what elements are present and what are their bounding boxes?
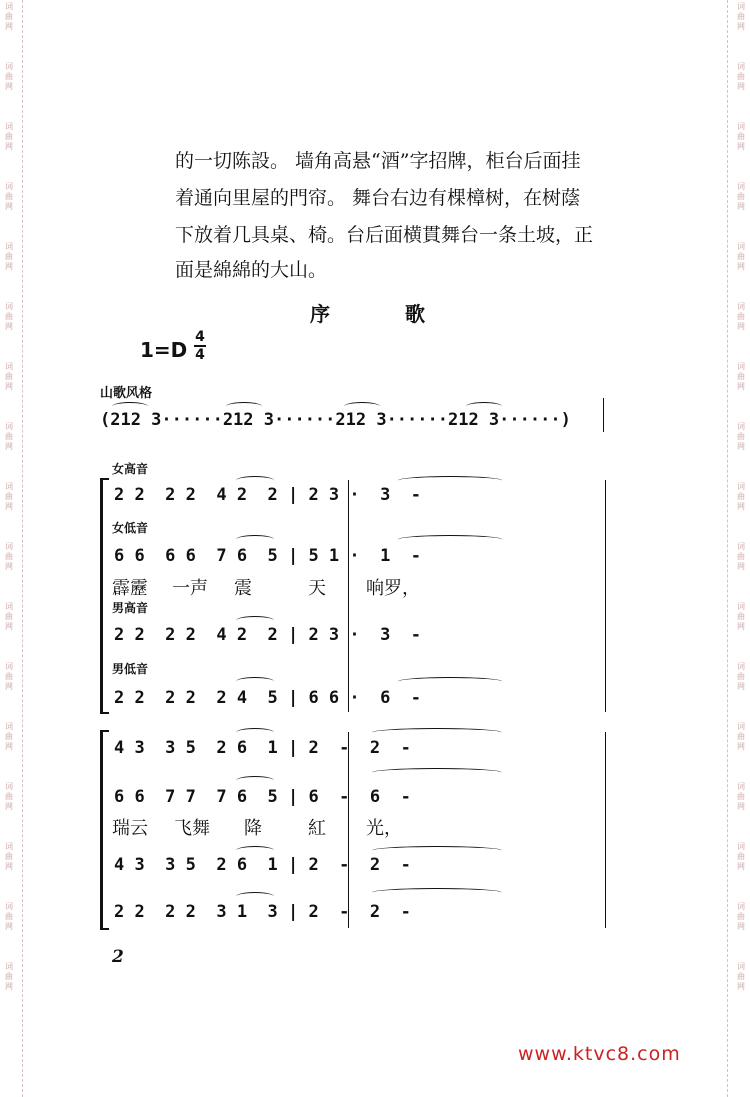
side-watermark-mark: 词 曲 网 <box>5 482 13 511</box>
side-watermark-mark: 词 曲 网 <box>737 542 745 571</box>
slur-b2-b <box>372 888 502 897</box>
part-label-tenor-1: 男高音 <box>112 601 149 615</box>
side-watermark-mark: 词 曲 网 <box>5 422 13 451</box>
slur-b1-a <box>236 677 274 686</box>
intro-slur-1 <box>112 402 148 411</box>
side-watermark-mark: 词 曲 网 <box>737 962 745 991</box>
lyric-word: 飞舞 <box>174 818 210 839</box>
side-watermark-mark: 词 曲 网 <box>5 542 13 571</box>
slur-t1-a <box>236 616 274 625</box>
slur-s1-a <box>236 476 274 485</box>
side-watermark-mark: 词 曲 网 <box>5 842 13 871</box>
side-watermark-mark: 词 曲 网 <box>737 722 745 751</box>
side-watermark-mark: 词 曲 网 <box>737 602 745 631</box>
side-watermark-mark: 词 曲 网 <box>5 182 13 211</box>
intro-slur-4 <box>466 402 502 411</box>
description-line-2: 着通向里屋的門帘。 舞台右边有棵樟树，在树蔭 <box>175 187 581 209</box>
slur-a2-a <box>236 776 274 785</box>
side-watermark-mark: 词 曲 网 <box>737 302 745 331</box>
side-watermark-mark: 词 曲 网 <box>737 842 745 871</box>
description-line-3: 下放着几具桌、椅。台后面横貫舞台一条土坡，正 <box>175 224 594 246</box>
system-2-end-barline <box>605 732 606 928</box>
lyric-word: 降 <box>244 818 262 839</box>
bass-notes-2: 2 2 2 2 3 1 3 | 2 - 2 - <box>114 902 411 922</box>
side-watermark-mark: 词 曲 网 <box>5 62 13 91</box>
slur-s1-b <box>398 476 502 485</box>
side-watermark-mark: 词 曲 网 <box>737 2 745 31</box>
side-watermark-mark: 词 曲 网 <box>737 422 745 451</box>
lyric-word: 光， <box>366 818 402 839</box>
bass-notes-1: 2 2 2 2 2 4 5 | 6 6 · 6 - <box>114 688 422 708</box>
lyric-word: 霹靂 <box>112 578 148 599</box>
soprano-notes-1: 2 2 2 2 4 2 2 | 2 3 · 3 - <box>114 485 422 505</box>
side-watermark-mark: 词 曲 网 <box>5 242 13 271</box>
slur-s2-a <box>236 728 274 737</box>
lyric-word: 天 <box>308 578 326 599</box>
side-watermark-mark: 词 曲 网 <box>5 602 13 631</box>
side-watermark-mark: 词 曲 网 <box>737 182 745 211</box>
slur-t2-b <box>372 846 502 855</box>
side-watermark-mark: 词 曲 网 <box>5 302 13 331</box>
description-line-4: 面是綿綿的大山。 <box>175 259 328 281</box>
side-watermark-mark: 词 曲 网 <box>5 122 13 151</box>
side-watermark-mark: 词 曲 网 <box>737 902 745 931</box>
part-label-soprano-1: 女高音 <box>112 462 149 476</box>
side-watermark-mark: 词 曲 网 <box>737 362 745 391</box>
lyric-word: 一声 <box>172 578 208 599</box>
system-2-mid-barline <box>348 732 349 928</box>
lyric-word: 响罗， <box>366 578 420 599</box>
description-line-1: 的一切陈設。 墙角高悬“酒”字招牌，柜台后面挂 <box>175 150 581 172</box>
song-title: 序 歌 <box>310 302 459 326</box>
intro-notes: (212 3······212 3······212 3······212 3······) <box>100 410 571 430</box>
slur-a1-b <box>398 535 502 544</box>
side-watermark-mark: 词 曲 网 <box>5 362 13 391</box>
lyric-word: 紅 <box>308 818 326 839</box>
side-watermark-mark: 词 曲 网 <box>5 782 13 811</box>
side-watermark-mark: 词 曲 网 <box>737 662 745 691</box>
side-watermark-mark: 词 曲 网 <box>5 722 13 751</box>
key-signature: 1=D <box>140 338 188 362</box>
soprano-notes-2: 4 3 3 5 2 6 1 | 2 - 2 - <box>114 738 411 758</box>
side-watermark-mark: 词 曲 网 <box>5 2 13 31</box>
system-1-brace <box>100 478 109 714</box>
side-watermark-mark: 词 曲 网 <box>737 122 745 151</box>
page-number: 2 <box>112 947 124 967</box>
lyric-word: 瑞云 <box>112 818 148 839</box>
tenor-notes-2: 4 3 3 5 2 6 1 | 2 - 2 - <box>114 855 411 875</box>
system-1-mid-barline <box>348 480 349 712</box>
alto-notes-1: 6 6 6 6 7 6 5 | 5 1 · 1 - <box>114 546 422 566</box>
side-watermark-mark: 词 曲 网 <box>5 902 13 931</box>
style-label: 山歌风格 <box>100 386 153 401</box>
side-watermark-mark: 词 曲 网 <box>737 242 745 271</box>
system-1-end-barline <box>605 480 606 712</box>
time-signature <box>194 330 206 362</box>
side-watermark-mark: 词 曲 网 <box>5 962 13 991</box>
slur-b2-a <box>236 892 274 901</box>
intro-slur-3 <box>344 402 380 411</box>
system-2-brace <box>100 730 109 930</box>
part-label-alto-1: 女低音 <box>112 521 149 535</box>
alto-notes-2: 6 6 7 7 7 6 5 | 6 - 6 - <box>114 787 411 807</box>
side-watermark-mark: 词 曲 网 <box>737 782 745 811</box>
time-signature-bottom: 4 <box>195 347 205 363</box>
site-watermark: www.ktvc8.com <box>518 1043 681 1065</box>
slur-a1-a <box>236 535 274 544</box>
side-watermark-mark: 词 曲 网 <box>5 662 13 691</box>
time-signature-top: 4 <box>195 329 205 345</box>
slur-b1-b <box>398 677 502 686</box>
right-margin-line <box>727 0 728 1097</box>
side-watermark-mark: 词 曲 网 <box>737 482 745 511</box>
slur-s2-b <box>372 728 502 737</box>
slur-t2-a <box>236 846 274 855</box>
tenor-notes-1: 2 2 2 2 4 2 2 | 2 3 · 3 - <box>114 625 422 645</box>
slur-a2-b <box>372 768 502 777</box>
side-watermark-mark: 词 曲 网 <box>737 62 745 91</box>
intro-end-bar <box>603 398 604 432</box>
left-margin-line <box>22 0 23 1097</box>
intro-slur-2 <box>226 402 262 411</box>
part-label-bass-1: 男低音 <box>112 662 149 676</box>
lyric-word: 震 <box>234 578 252 599</box>
